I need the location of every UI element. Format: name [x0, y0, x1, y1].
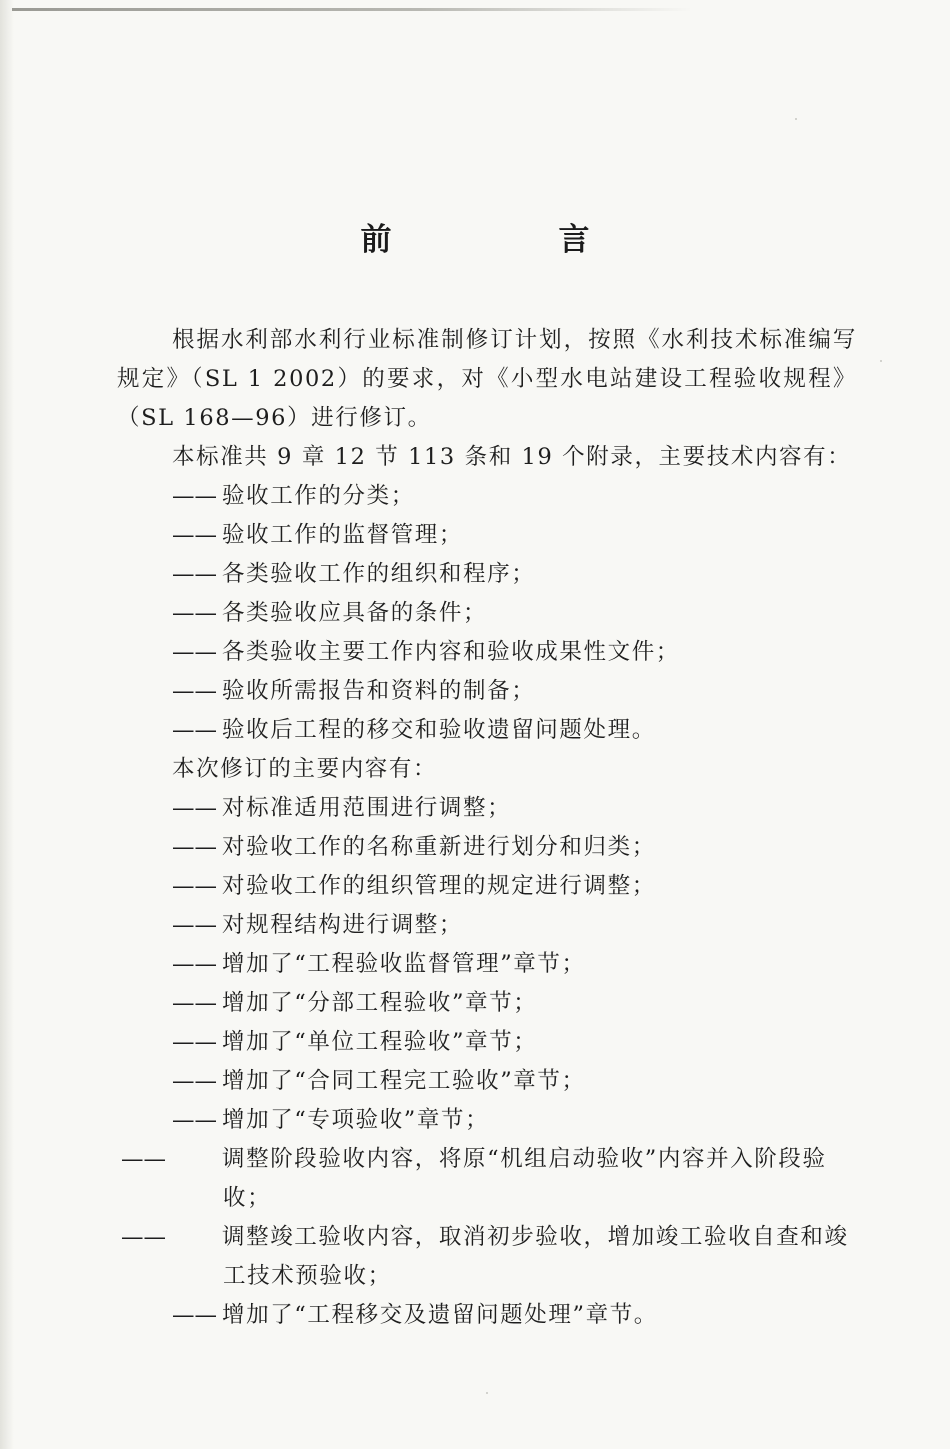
dash-marker: —— — [172, 522, 217, 548]
dash-marker: —— — [172, 561, 217, 587]
dash-marker: —— — [172, 483, 217, 509]
dash-marker: —— — [172, 951, 217, 977]
list-item — [117, 711, 857, 750]
dash-marker: —— — [172, 1107, 217, 1133]
list-item-text: 增加了“工程验收监督管理”章节； — [222, 951, 586, 977]
list-item-text: 对标准适用范围进行调整； — [222, 795, 512, 821]
dash-marker: —— — [172, 834, 217, 860]
dash-marker: —— — [172, 912, 217, 938]
list-item — [117, 1140, 857, 1218]
list-item — [117, 867, 857, 906]
dash-marker: —— — [121, 1224, 166, 1250]
page-top-edge — [12, 8, 692, 11]
scan-speck — [880, 360, 882, 362]
content-summary-paragraph: 本标准共 9 章 12 节 113 条和 19 个附录，主要技术内容有： — [172, 444, 852, 470]
list-item-text: 增加了“工程移交及遗留问题处理”章节。 — [222, 1302, 658, 1328]
list-item — [117, 984, 857, 1023]
document-body — [117, 321, 857, 1335]
revision-summary-paragraph: 本次修订的主要内容有： — [172, 756, 438, 782]
dash-marker: —— — [172, 1302, 217, 1328]
list-item-text: 增加了“合同工程完工验收”章节； — [222, 1068, 586, 1094]
list-item — [117, 594, 857, 633]
list-item-text: 验收后工程的移交和验收遗留问题处理。 — [222, 717, 656, 743]
list-item-text: 验收工作的监督管理； — [222, 522, 464, 548]
dash-marker: —— — [172, 873, 217, 899]
scan-speck — [486, 1392, 488, 1394]
list-item-text: 验收工作的分类； — [222, 483, 415, 509]
list-item — [117, 477, 857, 516]
dash-marker: —— — [172, 639, 217, 665]
list-item — [117, 828, 857, 867]
dash-marker: —— — [172, 717, 217, 743]
list-item-text: 增加了“分部工程验收”章节； — [222, 990, 538, 1016]
list-item — [117, 633, 857, 672]
dash-marker: —— — [121, 1146, 166, 1172]
list-item-text: 对验收工作的名称重新进行划分和归类； — [222, 834, 656, 860]
dash-marker: —— — [172, 1029, 217, 1055]
list-item — [117, 1296, 857, 1335]
list-item-text: 各类验收主要工作内容和验收成果性文件； — [222, 639, 680, 665]
list-item — [117, 555, 857, 594]
list-item-text: 调整竣工验收内容，取消初步验收，增加竣工验收自查和竣工技术预验收； — [222, 1224, 849, 1289]
list-item — [117, 1101, 857, 1140]
list-item — [117, 516, 857, 555]
list-item-text: 增加了“单位工程验收”章节； — [222, 1029, 538, 1055]
list-item-text: 各类验收工作的组织和程序； — [222, 561, 536, 587]
dash-marker: —— — [172, 1068, 217, 1094]
list-item-text: 验收所需报告和资料的制备； — [222, 678, 536, 704]
list-item — [117, 789, 857, 828]
content-list — [117, 477, 857, 750]
dash-marker: —— — [172, 990, 217, 1016]
dash-marker: —— — [172, 795, 217, 821]
list-item-text: 各类验收应具备的条件； — [222, 600, 488, 626]
dash-marker: —— — [172, 600, 217, 626]
revision-list — [117, 789, 857, 1335]
list-item — [117, 1023, 857, 1062]
dash-marker: —— — [172, 678, 217, 704]
list-item-text: 对验收工作的组织管理的规定进行调整； — [222, 873, 656, 899]
scan-speck — [795, 118, 797, 120]
list-item — [117, 672, 857, 711]
list-item-text: 调整阶段验收内容，将原“机组启动验收”内容并入阶段验收； — [222, 1146, 827, 1211]
list-item-text: 增加了“专项验收”章节； — [222, 1107, 490, 1133]
page-title: 前 言 — [360, 222, 658, 258]
list-item-text: 对规程结构进行调整； — [222, 912, 464, 938]
list-item — [117, 1218, 857, 1296]
list-item — [117, 945, 857, 984]
intro-paragraph: 根据水利部水利行业标准制修订计划，按照《水利技术标准编写规定》（SL 1 2002）的要求，对《小型水电站建设工程验收规程》（SL 168—96）进行修订。 — [117, 327, 857, 431]
list-item — [117, 906, 857, 945]
list-item — [117, 1062, 857, 1101]
